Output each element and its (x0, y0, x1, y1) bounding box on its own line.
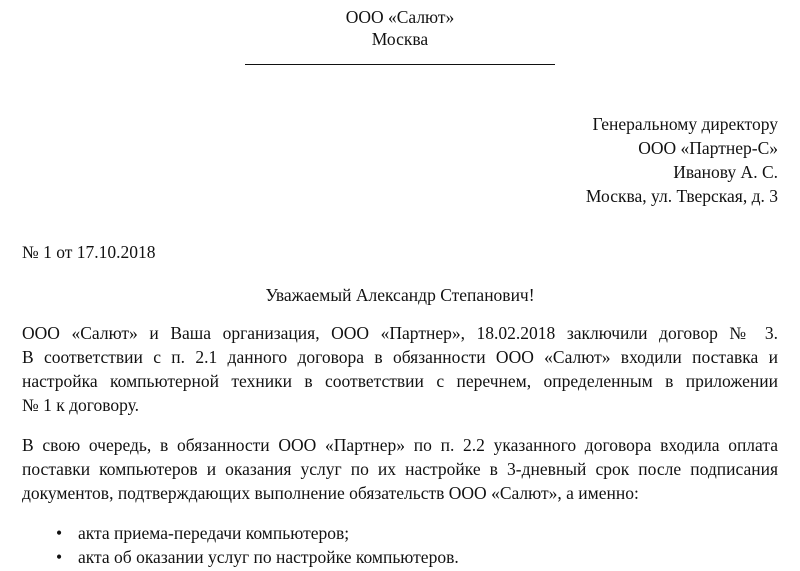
addressee-line: Иванову А. С. (673, 162, 778, 182)
sender-city: Москва (371, 29, 429, 49)
paragraph-line: ООО «Салют» и Ваша организация, ООО «Партнер», 18.02.2018 заключили договор № 3. (22, 323, 778, 343)
addressee-line: ООО «Партнер-С» (638, 138, 778, 158)
addressee-line: Москва, ул. Тверская, д. 3 (585, 186, 778, 206)
document-number: № 1 от 17.10.2018 (22, 242, 156, 262)
paragraph-line: В соответствии с п. 2.1 данного договора в обязанности ООО «Салют» входили поставка и (22, 347, 778, 367)
bullet-icon: • (56, 523, 63, 543)
salutation: Уважаемый Александр Степанович! (265, 285, 535, 305)
paragraph-1 (22, 321, 778, 417)
list-item-text: акта об оказании услуг по настройке компьютеров. (78, 547, 459, 567)
paragraph-2 (22, 433, 778, 505)
paragraph-line: настройка компьютерной техники в соответствии с перечнем, определенным в приложении (22, 371, 778, 391)
bullet-icon: • (56, 547, 63, 567)
list-item-text: акта приема-передачи компьютеров; (78, 523, 350, 543)
paragraph-line: документов, подтверждающих выполнение обязательств ООО «Салют», а именно: (22, 483, 639, 503)
paragraph-line: В свою очередь, в обязанности ООО «Партнер» по п. 2.2 указанного договора входила оплата (22, 435, 778, 455)
addressee-line: Генеральному директору (592, 114, 778, 134)
document-list (22, 521, 778, 569)
list-item (22, 521, 778, 545)
list-item (22, 545, 778, 569)
header-divider (245, 64, 555, 65)
paragraph-line: № 1 к договору. (22, 395, 140, 415)
sender-org: ООО «Салют» (345, 7, 455, 27)
sender-header (0, 6, 800, 50)
paragraph-line: поставки компьютеров и оказания услуг по их настройке в 3-дневный срок после подписания (22, 459, 778, 479)
addressee-block (586, 112, 778, 208)
